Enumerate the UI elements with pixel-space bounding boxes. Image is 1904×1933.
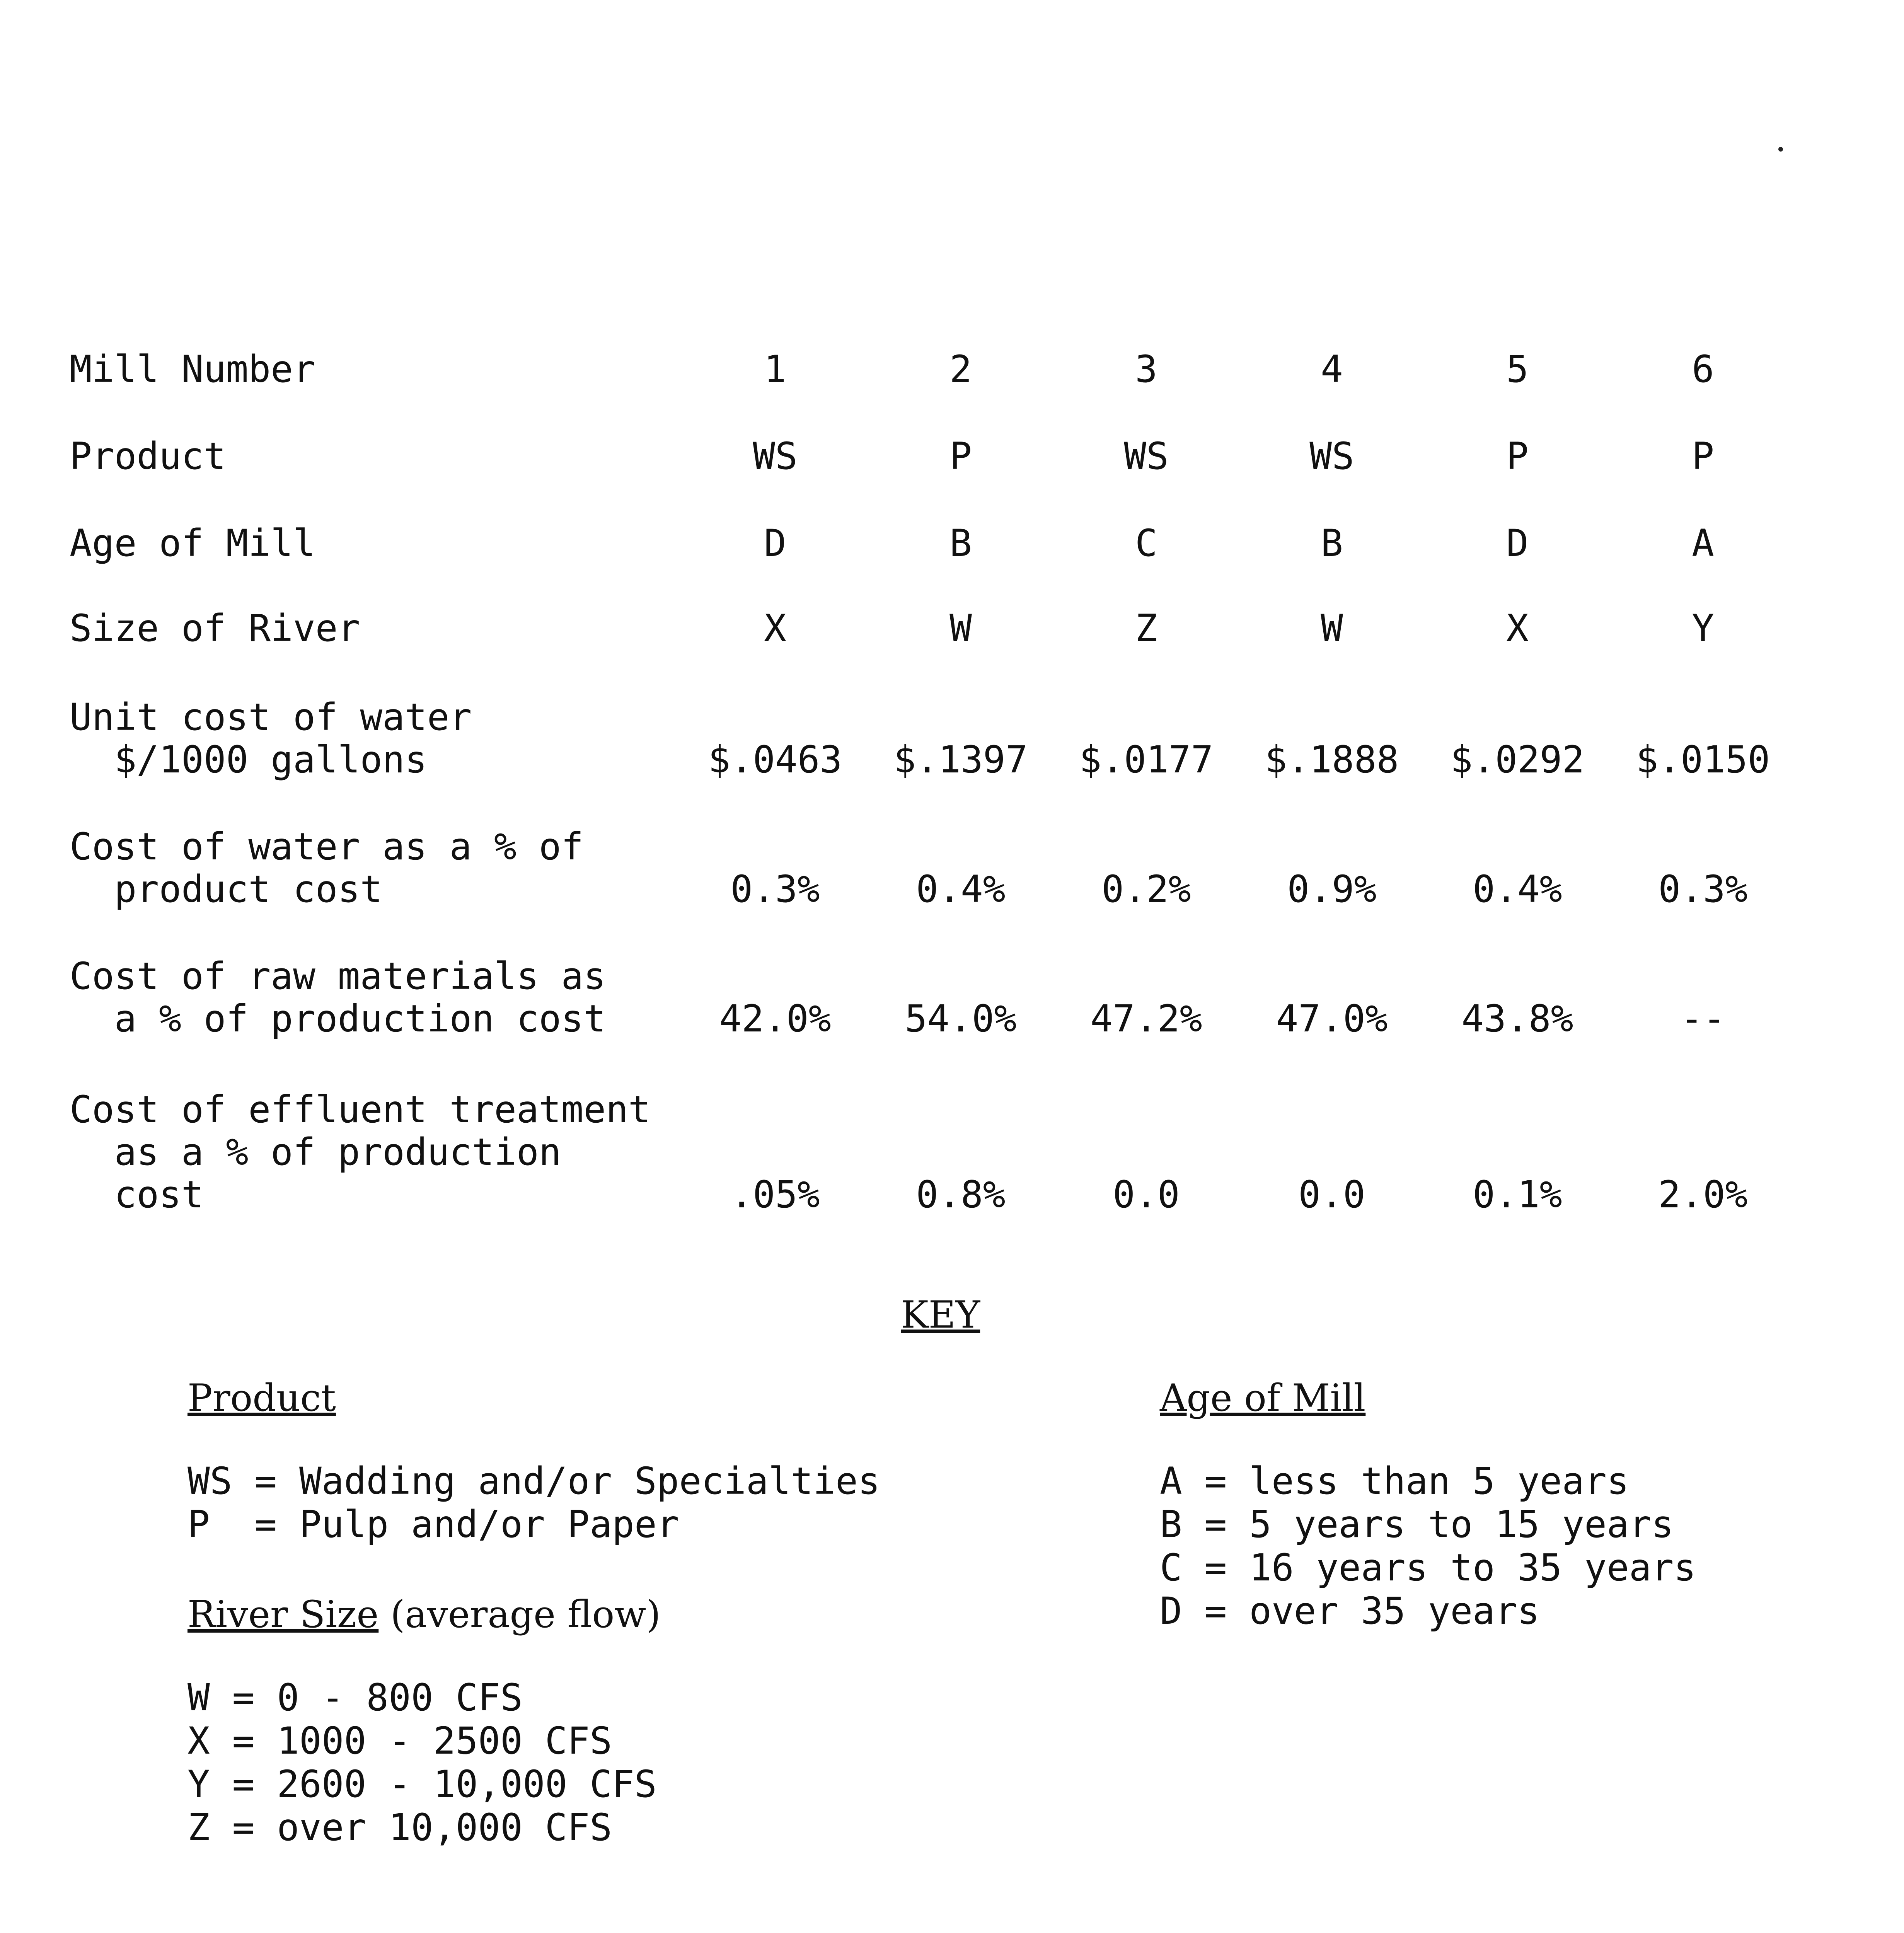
key-age-line: D = over 35 years: [1160, 1589, 1540, 1633]
table-cell: $.0150: [1636, 738, 1770, 781]
row-label: Cost of effluent treatment as a % of production cost: [70, 1088, 651, 1216]
key-river-line: W = 0 - 800 CFS: [188, 1676, 523, 1719]
key-title: KEY: [901, 1293, 980, 1336]
table-cell: W: [949, 607, 972, 650]
stray-mark: [1778, 147, 1783, 152]
table-cell: WS: [1124, 435, 1169, 478]
table-cell: 0.2%: [1101, 868, 1191, 911]
table-cell: Z: [1135, 607, 1157, 650]
table-cell: B: [1321, 522, 1343, 565]
row-label: Product: [70, 435, 226, 478]
table-cell: Y: [1692, 607, 1714, 650]
table-cell: P: [1692, 435, 1714, 478]
table-cell: 0.3%: [730, 868, 820, 911]
table-cell: WS: [1309, 435, 1354, 478]
key-river-heading-suffix: (average flow): [378, 1593, 661, 1636]
key-product-heading: Product: [188, 1376, 336, 1420]
table-cell: D: [1506, 522, 1529, 565]
table-cell: WS: [753, 435, 798, 478]
table-cell: $.0292: [1450, 738, 1585, 781]
table-cell: 0.8%: [916, 1173, 1006, 1216]
table-cell: X: [764, 607, 786, 650]
table-cell: 0.0: [1298, 1173, 1365, 1216]
table-cell: --: [1681, 997, 1725, 1040]
key-age-heading: Age of Mill: [1160, 1376, 1366, 1420]
table-cell: 47.0%: [1276, 997, 1388, 1040]
table-cell: P: [1506, 435, 1529, 478]
row-label: Size of River: [70, 607, 360, 650]
table-cell: .05%: [730, 1173, 820, 1216]
table-cell: $.0177: [1079, 738, 1214, 781]
key-river-line: Z = over 10,000 CFS: [188, 1806, 612, 1849]
table-cell: $.1397: [893, 738, 1028, 781]
table-cell: P: [949, 435, 972, 478]
table-cell: 0.3%: [1658, 868, 1748, 911]
table-cell: 0.9%: [1287, 868, 1377, 911]
table-cell: W: [1321, 607, 1343, 650]
table-cell: A: [1692, 522, 1714, 565]
table-cell: 4: [1321, 348, 1343, 391]
table-cell: 3: [1135, 348, 1157, 391]
row-label: Unit cost of water $/1000 gallons: [70, 695, 472, 781]
table-cell: 43.8%: [1461, 997, 1573, 1040]
key-river-heading-row: [188, 1593, 661, 1636]
key-age-line: A = less than 5 years: [1160, 1459, 1629, 1503]
table-cell: 0.1%: [1473, 1173, 1562, 1216]
table-cell: 42.0%: [719, 997, 831, 1040]
table-cell: 0.0: [1113, 1173, 1180, 1216]
key-river-line: X = 1000 - 2500 CFS: [188, 1719, 612, 1763]
table-cell: 5: [1506, 348, 1529, 391]
row-label: Cost of raw materials as a % of production cost: [70, 955, 606, 1040]
key-age-line: C = 16 years to 35 years: [1160, 1546, 1696, 1589]
table-cell: B: [949, 522, 972, 565]
table-cell: C: [1135, 522, 1157, 565]
table-cell: X: [1506, 607, 1529, 650]
table-cell: 0.4%: [916, 868, 1006, 911]
key-product-line: P = Pulp and/or Paper: [188, 1503, 679, 1546]
table-cell: $.0463: [708, 738, 842, 781]
table-cell: 54.0%: [905, 997, 1017, 1040]
table-cell: 6: [1692, 348, 1714, 391]
table-cell: 0.4%: [1473, 868, 1562, 911]
row-label: Cost of water as a % of product cost: [70, 825, 584, 911]
table-cell: D: [764, 522, 786, 565]
row-label: Mill Number: [70, 348, 315, 391]
table-cell: 1: [764, 348, 786, 391]
key-river-heading: River Size: [188, 1593, 379, 1636]
key-river-line: Y = 2600 - 10,000 CFS: [188, 1763, 657, 1806]
table-cell: $.1888: [1265, 738, 1399, 781]
row-label: Age of Mill: [70, 522, 315, 565]
table-cell: 47.2%: [1090, 997, 1202, 1040]
key-age-line: B = 5 years to 15 years: [1160, 1503, 1674, 1546]
key-product-line: WS = Wadding and/or Specialties: [188, 1459, 880, 1503]
table-cell: 2.0%: [1658, 1173, 1748, 1216]
table-cell: 2: [949, 348, 972, 391]
